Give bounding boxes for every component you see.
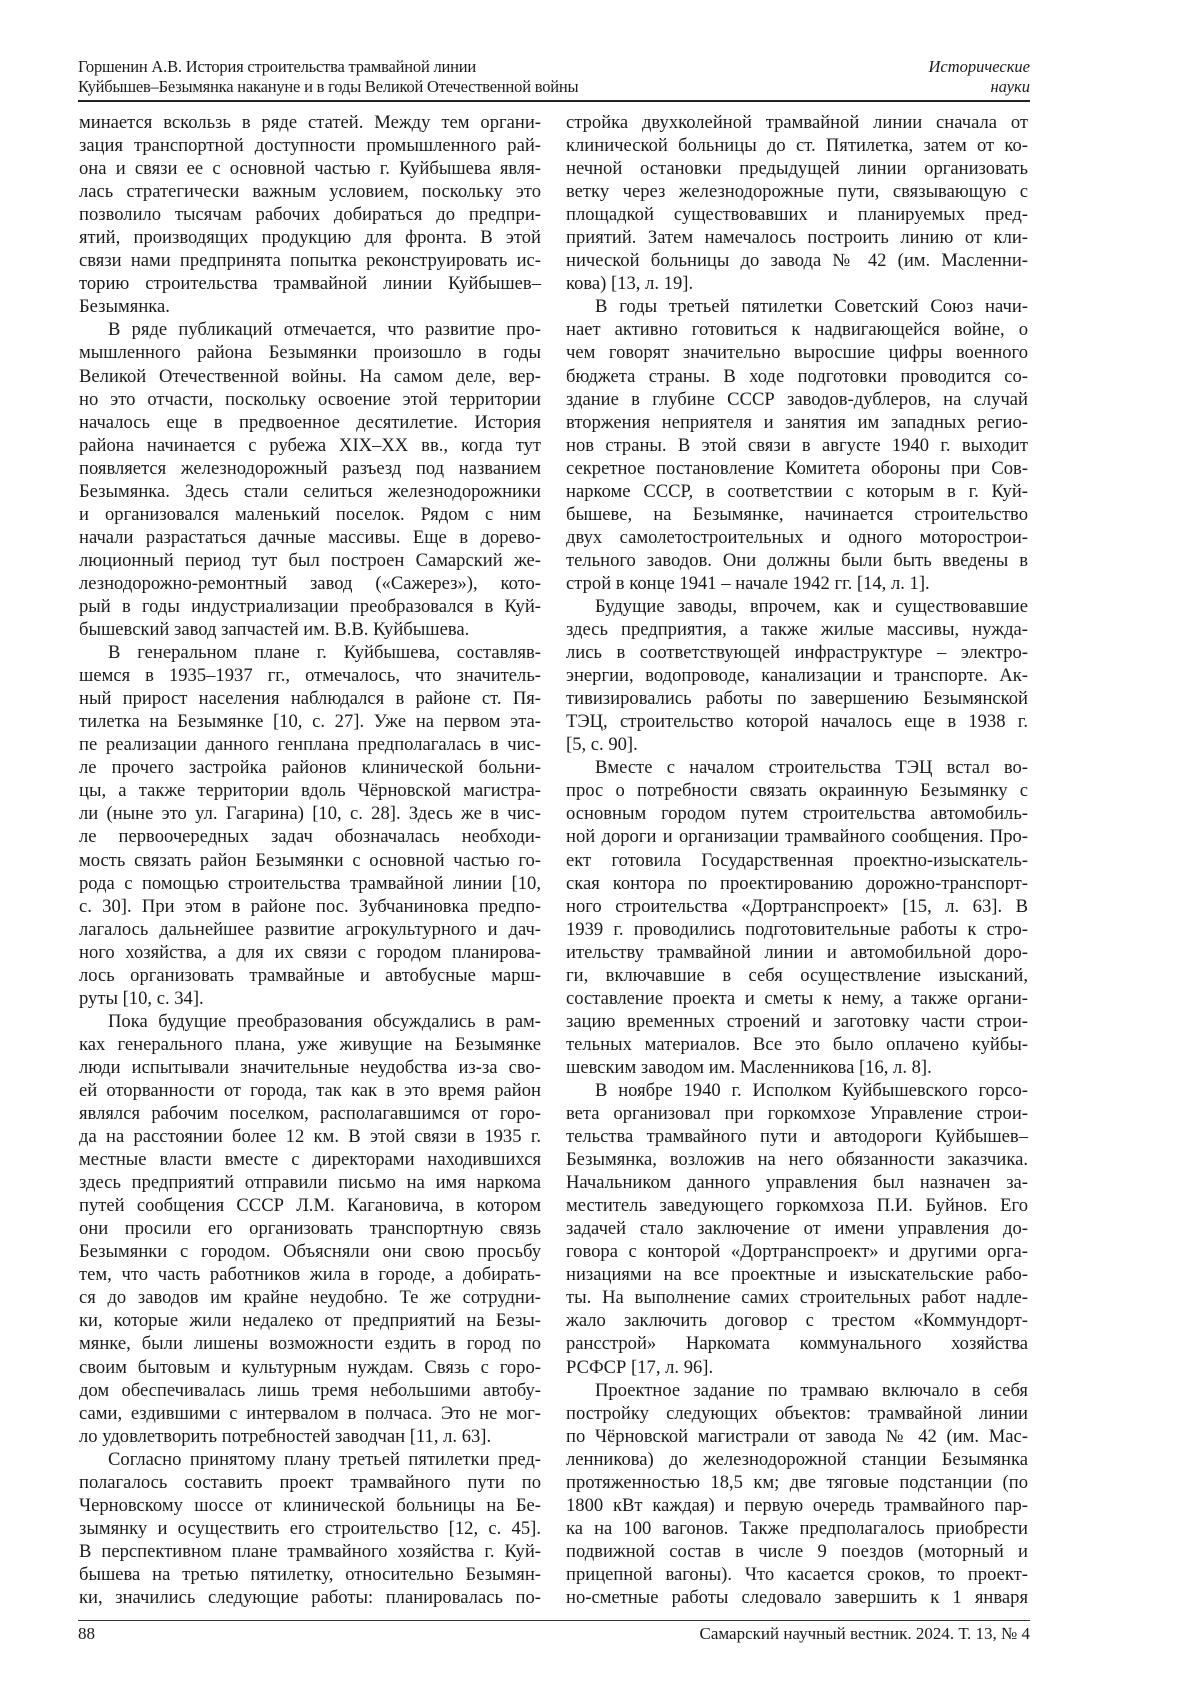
text-line: ного хозяйства, а для их связи с городом планирова- xyxy=(79,941,541,964)
text-line: Согласно принятому плану третьей пятилетки пред- xyxy=(79,1448,541,1471)
text-line: вторжения неприятеля и занятия им западных регио- xyxy=(566,411,1028,434)
text-line: ки, значились следующие работы: планировалась по- xyxy=(79,1586,541,1609)
text-line: зацию временных строений и заготовку части строи- xyxy=(566,1010,1028,1033)
text-line: В перспективном плане трамвайного хозяйства г. Куй- xyxy=(79,1540,541,1563)
text-line: ки, которые жили недалеко от предприятий на Безы- xyxy=(79,1309,541,1332)
text-line: Вместе с началом строительства ТЭЦ встал во- xyxy=(566,756,1028,779)
text-line: меститель заведующего горкомхоза П.И. Буйнов. Его xyxy=(566,1194,1028,1217)
text-line: шемся в 1935–1937 гг., отмечалось, что значитель- xyxy=(79,664,541,687)
text-line: Великой Отечественной войны. На самом деле, вер- xyxy=(79,365,541,388)
text-line: ятий, производящих продукцию для фронта. В этой xyxy=(79,226,541,249)
text-line: ленникова) до железнодорожной станции Безымянка xyxy=(566,1448,1028,1471)
text-line: ли (ныне это ул. Гагарина) [10, с. 28]. Здесь же в чис- xyxy=(79,802,541,825)
text-line: и организовался маленький поселок. Рядом с ним xyxy=(79,503,541,526)
text-line: наркоме СССР, в соответствии с которым в г. Куй- xyxy=(566,480,1028,503)
section-label-line: науки xyxy=(929,77,1031,97)
text-line: тивизировались работы по завершению Безымянской xyxy=(566,687,1028,710)
text-line: Безымянки с городом. Объясняли они свою просьбу xyxy=(79,1240,541,1263)
text-line: рый в годы индустриализации преобразовался в Куй- xyxy=(79,595,541,618)
text-line: жало заключить договор с трестом «Коммундорт- xyxy=(566,1309,1028,1332)
text-line: В ноябре 1940 г. Исполком Куйбышевского горсо- xyxy=(566,1079,1028,1102)
text-column-left xyxy=(79,111,541,1609)
text-line: зация транспортной доступности промышленного рай- xyxy=(79,134,541,157)
paragraph xyxy=(79,1010,541,1448)
text-line: по Чёрновской магистрали от завода № 42 (им. Мас- xyxy=(566,1425,1028,1448)
text-line: говора с конторой «Дортранспроект» и другими орга- xyxy=(566,1240,1028,1263)
text-line: шевским заводом им. Масленникова [16, л. 8]. xyxy=(566,1056,1028,1079)
text-column-right xyxy=(566,111,1028,1609)
text-line: лезнодорожно-ремонтный завод («Сажерез»), кото- xyxy=(79,572,541,595)
text-line: Начальником данного управления был назначен за- xyxy=(566,1171,1028,1194)
text-line: площадкой существовавших и планируемых пред- xyxy=(566,203,1028,226)
text-line: стройка двухколейной трамвайной линии сначала от xyxy=(566,111,1028,134)
text-line: позволило тысячам рабочих добираться до предпри- xyxy=(79,203,541,226)
text-line: ты. На выполнение самих строительных работ надле- xyxy=(566,1286,1028,1309)
text-line: рансстрой» Наркомата коммунального хозяйства xyxy=(566,1332,1028,1355)
text-line: ект готовила Государственная проектно-изыскатель- xyxy=(566,849,1028,872)
text-line: строй в конце 1941 – начале 1942 гг. [14, л. 1]. xyxy=(566,572,1028,595)
text-line: нической больницы до завода № 42 (им. Масленни- xyxy=(566,249,1028,272)
section-label-line: Исторические xyxy=(929,57,1031,77)
text-line: полагалось составить проект трамвайного пути по xyxy=(79,1471,541,1494)
journal-citation: Самарский научный вестник. 2024. Т. 13, № 4 xyxy=(700,1624,1031,1644)
text-line: В ряде публикаций отмечается, что развитие про- xyxy=(79,318,541,341)
text-line: прос о потребности связать окраинную Безымянку с xyxy=(566,779,1028,802)
text-line: бышева на третью пятилетку, относительно Безымян- xyxy=(79,1563,541,1586)
text-line: Безымянка. xyxy=(79,295,541,318)
text-line: ле прочего застройка районов клинической больни- xyxy=(79,756,541,779)
text-line: низациями на все проектные и изыскательские рабо- xyxy=(566,1263,1028,1286)
text-line: тельных материалов. Все это было оплачено куйбы- xyxy=(566,1033,1028,1056)
text-line: минается вскользь в ряде статей. Между тем органи- xyxy=(79,111,541,134)
text-line: тельства трамвайного пути и автодороги Куйбышев– xyxy=(566,1125,1028,1148)
text-line: бышеве, на Безымянке, начинается строительство xyxy=(566,503,1028,526)
paragraph xyxy=(79,1448,541,1609)
running-title-line: Горшенин А.В. История строительства трамвайной линии xyxy=(78,57,578,77)
text-line: лагалось дальнейшее развитие агрокультурного и дач- xyxy=(79,918,541,941)
page-number: 88 xyxy=(78,1624,95,1644)
text-line: здесь предприятий отправили письмо на имя наркома xyxy=(79,1171,541,1194)
text-line: тилетка на Безымянке [10, с. 27]. Уже на первом эта- xyxy=(79,710,541,733)
text-line: 1939 г. проводились подготовительные работы к стро- xyxy=(566,918,1028,941)
text-line: бюджета страны. В ходе подготовки проводится со- xyxy=(566,365,1028,388)
paragraph xyxy=(566,595,1028,756)
text-line: мышленного района Безымянки произошло в годы xyxy=(79,341,541,364)
text-line: начали разрастаться дачные массивы. Еще в дорево- xyxy=(79,526,541,549)
text-line: дом обеспечивалась лишь тремя небольшими автобу- xyxy=(79,1379,541,1402)
section-label xyxy=(929,57,1031,97)
paragraph xyxy=(79,111,541,318)
text-line: В годы третьей пятилетки Советский Союз начи- xyxy=(566,295,1028,318)
text-line: ская контора по проектированию дорожно-транспорт- xyxy=(566,872,1028,895)
text-line: рода с помощью строительства трамвайной линии [10, xyxy=(79,872,541,895)
text-line: ительству трамвайной линии и автомобильной доро- xyxy=(566,941,1028,964)
paragraph xyxy=(566,756,1028,1079)
text-line: Пока будущие преобразования обсуждались в рам- xyxy=(79,1010,541,1033)
text-line: нает активно готовиться к надвигающейся войне, о xyxy=(566,318,1028,341)
text-line: но это отчасти, поскольку освоение этой территории xyxy=(79,388,541,411)
text-line: с. 30]. При этом в районе пос. Зубчаниновка предпо- xyxy=(79,895,541,918)
text-line: ках генерального плана, уже живущие на Безымянке xyxy=(79,1033,541,1056)
text-line: ло удовлетворить потребностей заводчан [11, л. 63]. xyxy=(79,1425,541,1448)
paragraph xyxy=(566,1079,1028,1379)
text-line: мость связать район Безымянки с основной частью го- xyxy=(79,849,541,872)
text-line: она и связи ее с основной частью г. Куйбышева явля- xyxy=(79,157,541,180)
text-line: здесь предприятия, а также жилые массивы, нужда- xyxy=(566,618,1028,641)
text-line: [5, с. 90]. xyxy=(566,733,1028,756)
text-line: Безымянка, возложив на него обязанности заказчика. xyxy=(566,1148,1028,1171)
text-line: секретное постановление Комитета обороны при Сов- xyxy=(566,457,1028,480)
text-line: прицепной вагоны). Что касается сроков, то проект- xyxy=(566,1563,1028,1586)
text-line: Черновскому шоссе от клинической больницы на Бе- xyxy=(79,1494,541,1517)
text-line: Безымянка. Здесь стали селиться железнодорожники xyxy=(79,480,541,503)
text-line: связи нами предпринята попытка реконструировать ис- xyxy=(79,249,541,272)
text-line: подвижной состав в числе 9 поездов (моторный и xyxy=(566,1540,1028,1563)
text-line: путей сообщения СССР Л.М. Кагановича, в котором xyxy=(79,1194,541,1217)
text-line: ги, включавшие в себя осуществление изысканий, xyxy=(566,964,1028,987)
paragraph xyxy=(79,318,541,641)
text-line: лась стратегически важным условием, поскольку это xyxy=(79,180,541,203)
text-line: двух самолетостроительных и одного моторострои- xyxy=(566,526,1028,549)
header-divider xyxy=(78,100,1030,102)
text-line: Будущие заводы, впрочем, как и существовавшие xyxy=(566,595,1028,618)
text-line: РСФСР [17, л. 96]. xyxy=(566,1356,1028,1379)
text-line: сами, ездившими с интервалом в полчаса. Это не мог- xyxy=(79,1402,541,1425)
text-line: ле первоочередных задач обозначалась необходи- xyxy=(79,825,541,848)
text-line: люционный период тут был построен Самарский же- xyxy=(79,549,541,572)
text-line: ного строительства «Дортранспроект» [15, л. 63]. В xyxy=(566,895,1028,918)
text-line: лось организовать трамвайные и автобусные марш- xyxy=(79,964,541,987)
text-line: кова) [13, л. 19]. xyxy=(566,272,1028,295)
text-line: В генеральном плане г. Куйбышева, составляв- xyxy=(79,641,541,664)
text-line: приятий. Затем намечалось построить линию от кли- xyxy=(566,226,1028,249)
text-line: составление проекта и сметы к нему, а также органи- xyxy=(566,987,1028,1010)
text-line: ный прирост населения наблюдался в районе ст. Пя- xyxy=(79,687,541,710)
text-line: здание в глубине СССР заводов-дублеров, на случай xyxy=(566,388,1028,411)
text-line: появляется железнодорожный разъезд под названием xyxy=(79,457,541,480)
text-line: тем, что часть работников жила в городе, а добирать- xyxy=(79,1263,541,1286)
running-header xyxy=(78,57,1030,101)
text-line: района начинается с рубежа XIX–XX вв., когда тут xyxy=(79,434,541,457)
running-title-line: Куйбышев–Безымянка накануне и в годы Великой Отечественной войны xyxy=(78,77,578,97)
paragraph xyxy=(566,295,1028,595)
text-line: ся до заводов им крайне неудобно. Те же сотрудни- xyxy=(79,1286,541,1309)
text-line: ей оторванности от города, так как в это время район xyxy=(79,1079,541,1102)
text-line: руты [10, с. 34]. xyxy=(79,987,541,1010)
text-line: нечной остановки предыдущей линии организовать xyxy=(566,157,1028,180)
text-line: своим бытовым и культурным нуждам. Связь с горо- xyxy=(79,1356,541,1379)
text-line: вета организовал при горкомхозе Управление строи- xyxy=(566,1102,1028,1125)
text-line: да на расстоянии более 12 км. В этой связи в 1935 г. xyxy=(79,1125,541,1148)
text-line: но-сметные работы следовало завершить к 1 января xyxy=(566,1586,1028,1609)
text-line: местные власти вместе с директорами находившихся xyxy=(79,1148,541,1171)
text-line: люди испытывали значительные неудобства из-за сво- xyxy=(79,1056,541,1079)
text-line: они просили его организовать транспортную связь xyxy=(79,1217,541,1240)
footer-divider xyxy=(78,1620,1030,1621)
text-line: тельного заводов. Они должны были быть введены в xyxy=(566,549,1028,572)
text-line: лись в соответствующей инфраструктуре – электро- xyxy=(566,641,1028,664)
text-line: энергии, водопроводе, канализации и транспорте. Ак- xyxy=(566,664,1028,687)
text-line: ной дороги и организации трамвайного сообщения. Про- xyxy=(566,825,1028,848)
text-line: ветку через железнодорожные пути, связывающую с xyxy=(566,180,1028,203)
text-line: бышевский завод запчастей им. В.В. Куйбышева. xyxy=(79,618,541,641)
text-line: ка на 100 вагонов. Также предполагалось приобрести xyxy=(566,1517,1028,1540)
paragraph xyxy=(566,1379,1028,1609)
text-line: нов страны. В этой связи в августе 1940 г. выходит xyxy=(566,434,1028,457)
text-line: являлся рабочим поселком, располагавшимся от горо- xyxy=(79,1102,541,1125)
text-line: зымянку и осуществить его строительство [12, с. 45]. xyxy=(79,1517,541,1540)
text-line: основным городом путем строительства автомобиль- xyxy=(566,802,1028,825)
text-line: цы, а также территории вдоль Чёрновской магистра- xyxy=(79,779,541,802)
text-line: 1800 кВт каждая) и первую очередь трамвайного пар- xyxy=(566,1494,1028,1517)
text-line: клинической больницы до ст. Пятилетка, затем от ко- xyxy=(566,134,1028,157)
text-line: постройку следующих объектов: трамвайной линии xyxy=(566,1402,1028,1425)
text-line: чем говорят значительно выросшие цифры военного xyxy=(566,341,1028,364)
text-line: началось еще в предвоенное десятилетие. История xyxy=(79,411,541,434)
text-line: протяженностью 18,5 км; две тяговые подстанции (по xyxy=(566,1471,1028,1494)
running-title xyxy=(78,57,578,97)
paragraph xyxy=(79,641,541,1010)
paragraph xyxy=(566,111,1028,295)
text-line: мянке, были лишены возможности ездить в город по xyxy=(79,1332,541,1355)
text-line: торию строительства трамвайной линии Куйбышев– xyxy=(79,272,541,295)
text-line: пе реализации данного генплана предполагалась в чис- xyxy=(79,733,541,756)
text-line: Проектное задание по трамваю включало в себя xyxy=(566,1379,1028,1402)
text-line: задачей стало заключение от имени управления до- xyxy=(566,1217,1028,1240)
text-line: ТЭЦ, строительство которой началось еще в 1938 г. xyxy=(566,710,1028,733)
